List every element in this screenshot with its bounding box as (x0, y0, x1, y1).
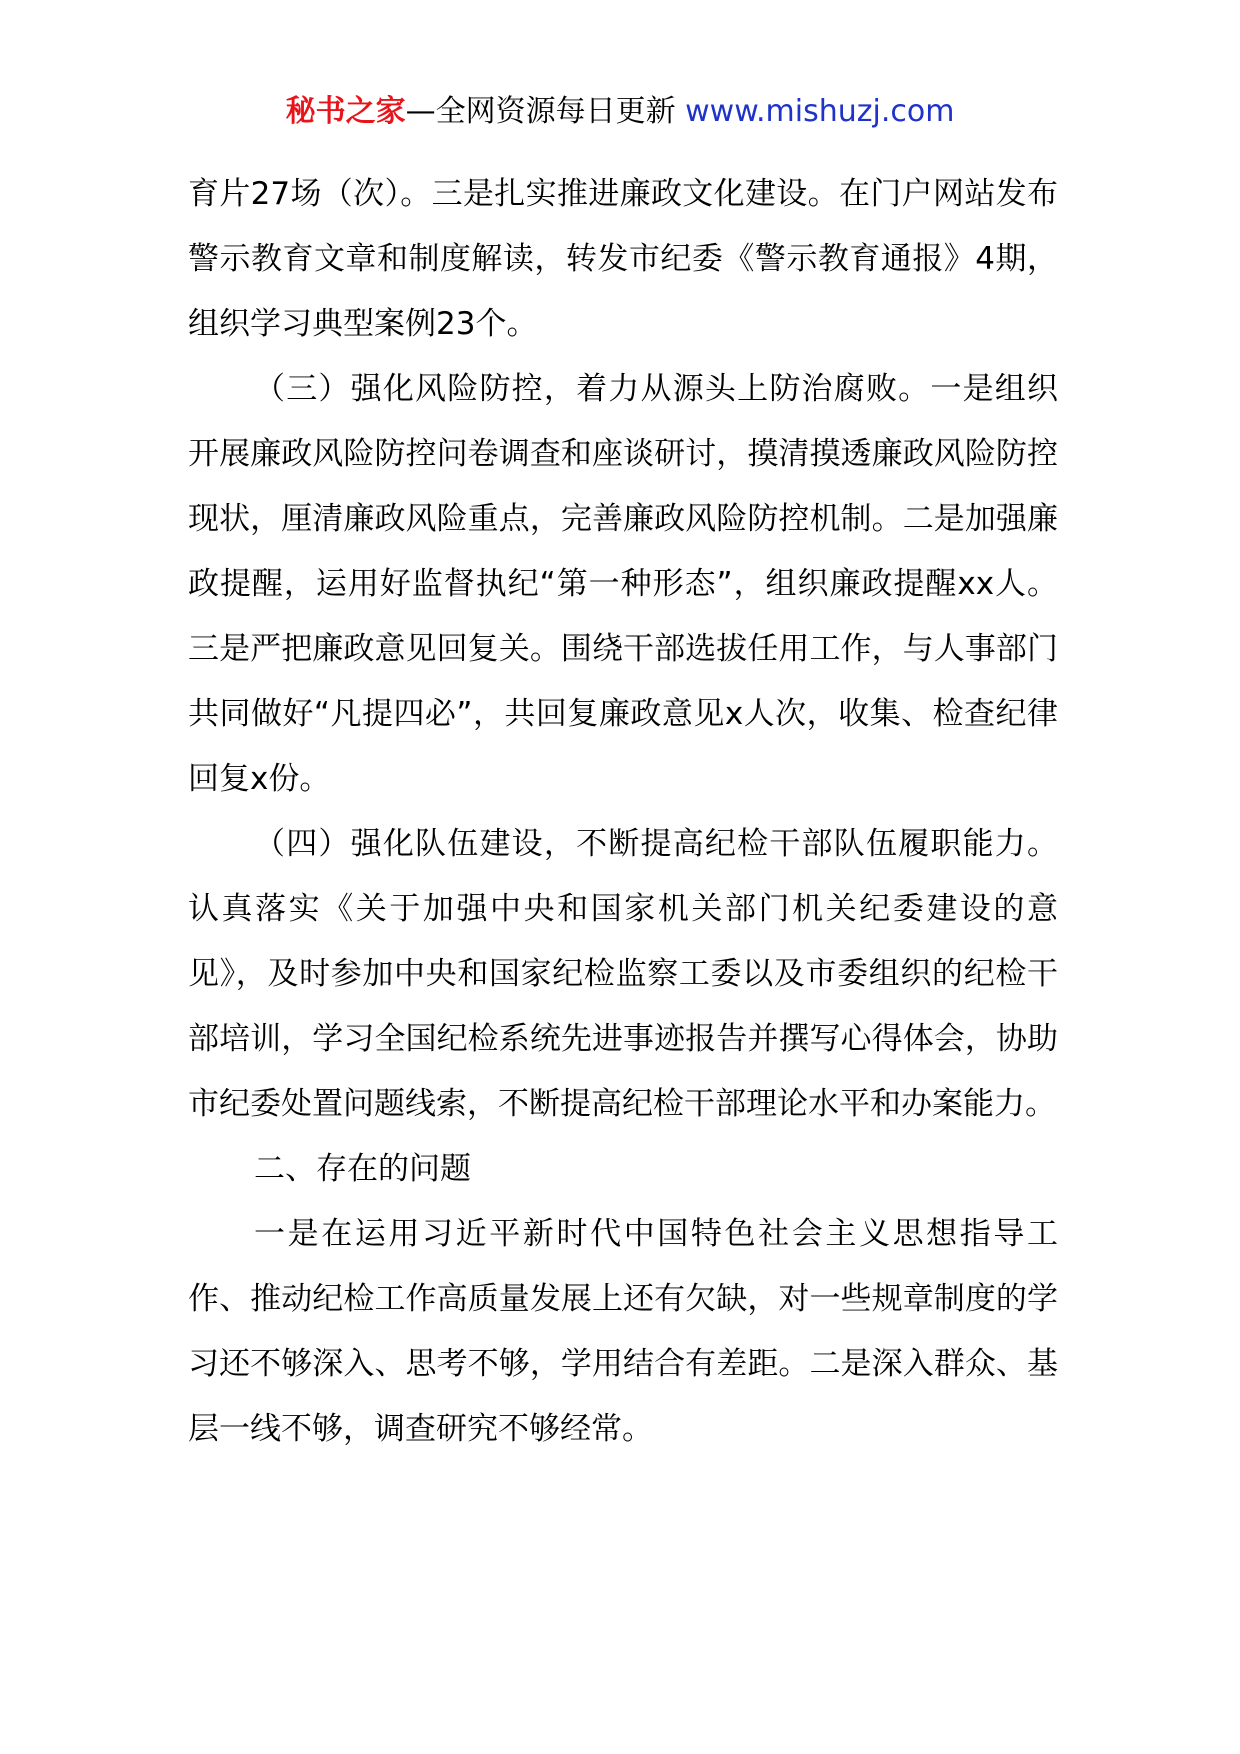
site-tagline: —全网资源每日更新 (405, 94, 676, 129)
site-url-link[interactable]: www.mishuzj.com (685, 94, 955, 129)
section-heading-problems: 二、存在的问题 (254, 1151, 471, 1187)
paragraph-continuation: 育片27场（次）。三是扎实推进廉政文化建设。在门户网站发布警示教育文章和制度解读，转发市纪委《警示教育通报》4期，组织学习典型案例23个。 (188, 176, 1058, 342)
paragraph-risk-control: （三）强化风险防控，着力从源头上防治腐败。一是组织开展廉政风险防控问卷调查和座谈研讨，摸清摸透廉政风险防控现状，厘清廉政风险重点，完善廉政风险防控机制。二是加强廉政提醒，运用好监督执纪“第一种形态”，组织廉政提醒xx人。三是严把廉政意见回复关。围绕干部选拔任用工作，与人事部门共同做好“凡提四必”，共回复廉政意见x人次，收集、检查纪律回复x份。 (188, 371, 1058, 797)
paragraph-problems: 一是在运用习近平新时代中国特色社会主义思想指导工作、推动纪检工作高质量发展上还有欠缺，对一些规章制度的学习还不够深入、思考不够，学用结合有差距。二是深入群众、基层一线不够，调查研究不够经常。 (188, 1216, 1058, 1447)
page-header (0, 92, 1240, 132)
paragraph-team-building: （四）强化队伍建设，不断提高纪检干部队伍履职能力。认真落实《关于加强中央和国家机关部门机关纪委建设的意见》，及时参加中央和国家纪检监察工委以及市委组织的纪检干部培训，学习全国纪检系统先进事迹报告并撰写心得体会，协助市纪委处置问题线索，不断提高纪检干部理论水平和办案能力。 (188, 826, 1058, 1122)
document-body (188, 162, 1058, 1462)
site-brand: 秘书之家 (285, 94, 406, 129)
